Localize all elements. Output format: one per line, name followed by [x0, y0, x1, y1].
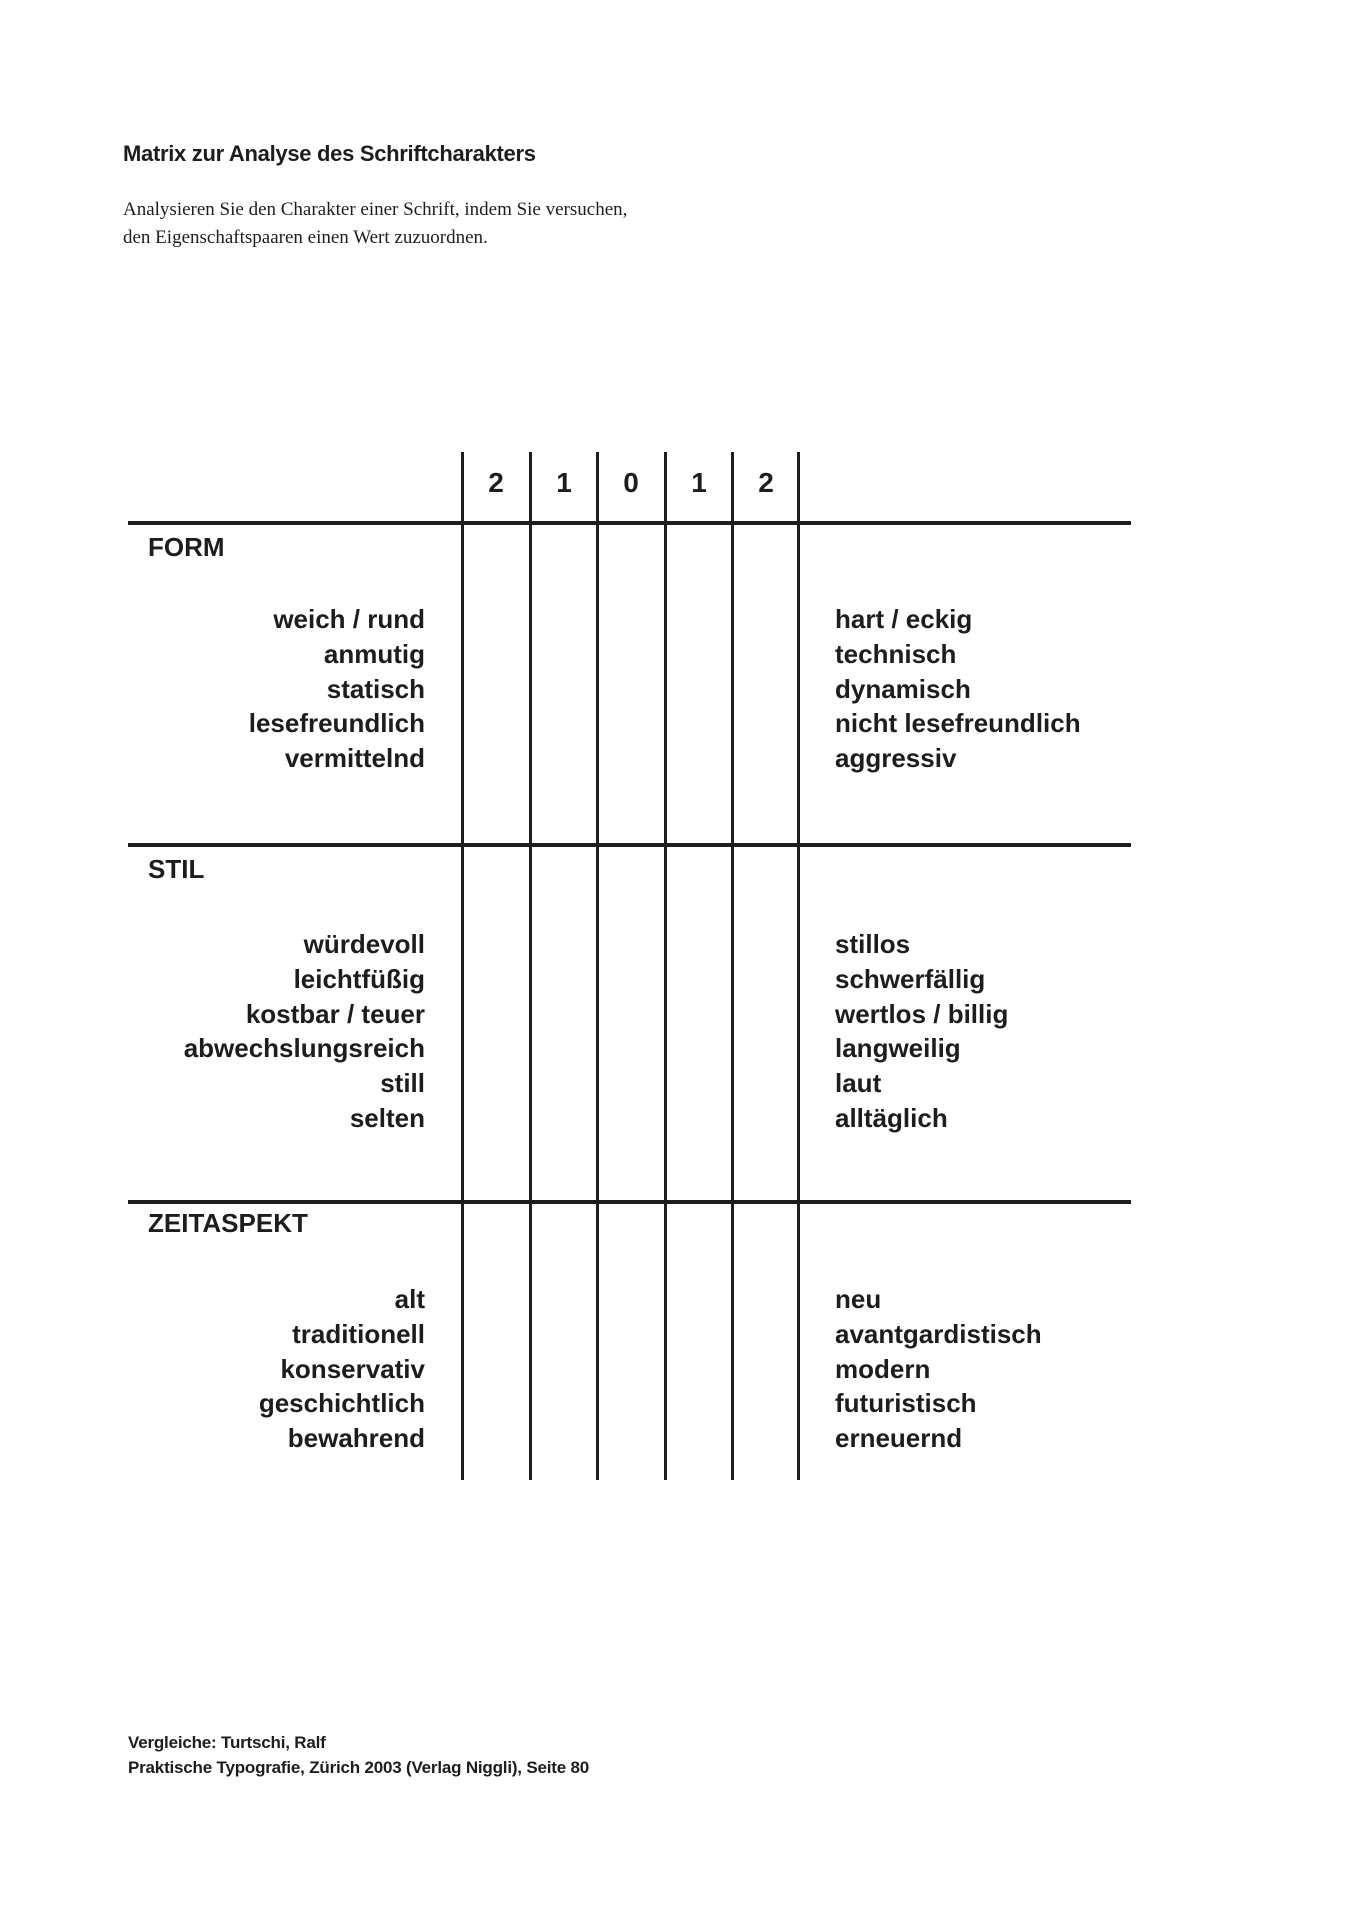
pair-label-left: bewahrend: [287, 1423, 425, 1454]
stil-right-column: [835, 927, 1157, 1136]
footer-line-2: Praktische Typografie, Zürich 2003 (Verlag Niggli), Seite 80: [128, 1758, 590, 1777]
stil-left-column: [133, 927, 425, 1136]
grid-column-line-6: [797, 452, 800, 1480]
pair-label-right: hart / eckig: [835, 604, 973, 634]
section-heading-stil: STIL: [148, 854, 205, 884]
pair-label-right: stillos: [835, 929, 911, 959]
pair-label-right: laut: [835, 1068, 882, 1099]
scale-value-2-right: 2: [758, 467, 774, 498]
pair-label-right: futuristisch: [835, 1388, 977, 1419]
section-heading-zeitaspekt: ZEITASPEKT: [148, 1208, 308, 1238]
pair-label-right: dynamisch: [835, 673, 971, 704]
pair-label-right: erneuernd: [835, 1423, 963, 1454]
pair-label-left: traditionell: [292, 1318, 425, 1349]
pair-label-right: nicht lesefreundlich: [835, 708, 1081, 739]
pair-label-left: lesefreundlich: [248, 708, 425, 739]
pair-label-left: still: [380, 1068, 425, 1099]
zeitaspekt-left-column: [133, 1282, 425, 1456]
pair-label-right: avantgardistisch: [835, 1318, 1042, 1349]
pair-label-right: modern: [835, 1353, 931, 1384]
pair-label-left: konservativ: [280, 1353, 425, 1384]
pair-label-right: technisch: [835, 638, 957, 669]
pair-label-left: statisch: [326, 673, 425, 704]
scale-value-1-left: 1: [556, 467, 572, 498]
scale-value-2-left: 2: [488, 467, 504, 498]
section-divider-zeitaspekt: [128, 1200, 1131, 1204]
grid-column-line-4: [664, 452, 667, 1480]
pair-label-left: vermittelnd: [284, 743, 425, 774]
pair-label-left: würdevoll: [303, 929, 425, 959]
scale-value-0: 0: [623, 467, 639, 498]
pair-label-left: leichtfüßig: [293, 963, 425, 994]
grid-column-line-1: [461, 452, 464, 1480]
pair-label-left: abwechslungsreich: [183, 1033, 425, 1064]
footer-line-1: Vergleiche: Turtschi, Ralf: [128, 1733, 326, 1752]
section-divider-form: [128, 521, 1131, 525]
section-divider-stil: [128, 843, 1131, 847]
pair-label-left: selten: [349, 1102, 425, 1133]
scale-value-1-right: 1: [691, 467, 707, 498]
pair-label-right: wertlos / billig: [835, 998, 1009, 1029]
pair-label-right: neu: [835, 1284, 882, 1314]
pair-label-left: anmutig: [323, 638, 425, 669]
intro-line-2: den Eigenschaftspaaren einen Wert zuzuordnen.: [123, 227, 488, 248]
zeitaspekt-right-column: [835, 1282, 1157, 1456]
page-title: Matrix zur Analyse des Schriftcharakters: [123, 141, 536, 166]
pair-label-right: schwerfällig: [835, 963, 986, 994]
form-left-column: [133, 602, 425, 776]
grid-column-line-2: [529, 452, 532, 1480]
intro-text: [123, 196, 627, 252]
footer-citation: [128, 1730, 589, 1780]
pair-label-left: weich / rund: [273, 604, 425, 634]
pair-label-left: geschichtlich: [258, 1388, 425, 1419]
form-right-column: [835, 602, 1157, 776]
intro-line-1: Analysieren Sie den Charakter einer Schrift, indem Sie versuchen,: [123, 199, 628, 220]
pair-label-left: kostbar / teuer: [245, 998, 425, 1029]
grid-column-line-3: [596, 452, 599, 1480]
pair-label-right: langweilig: [835, 1033, 961, 1064]
pair-label-right: alltäglich: [835, 1102, 948, 1133]
pair-label-right: aggressiv: [835, 743, 957, 774]
grid-column-line-5: [731, 452, 734, 1480]
pair-label-left: alt: [394, 1284, 425, 1314]
section-heading-form: FORM: [148, 532, 225, 562]
